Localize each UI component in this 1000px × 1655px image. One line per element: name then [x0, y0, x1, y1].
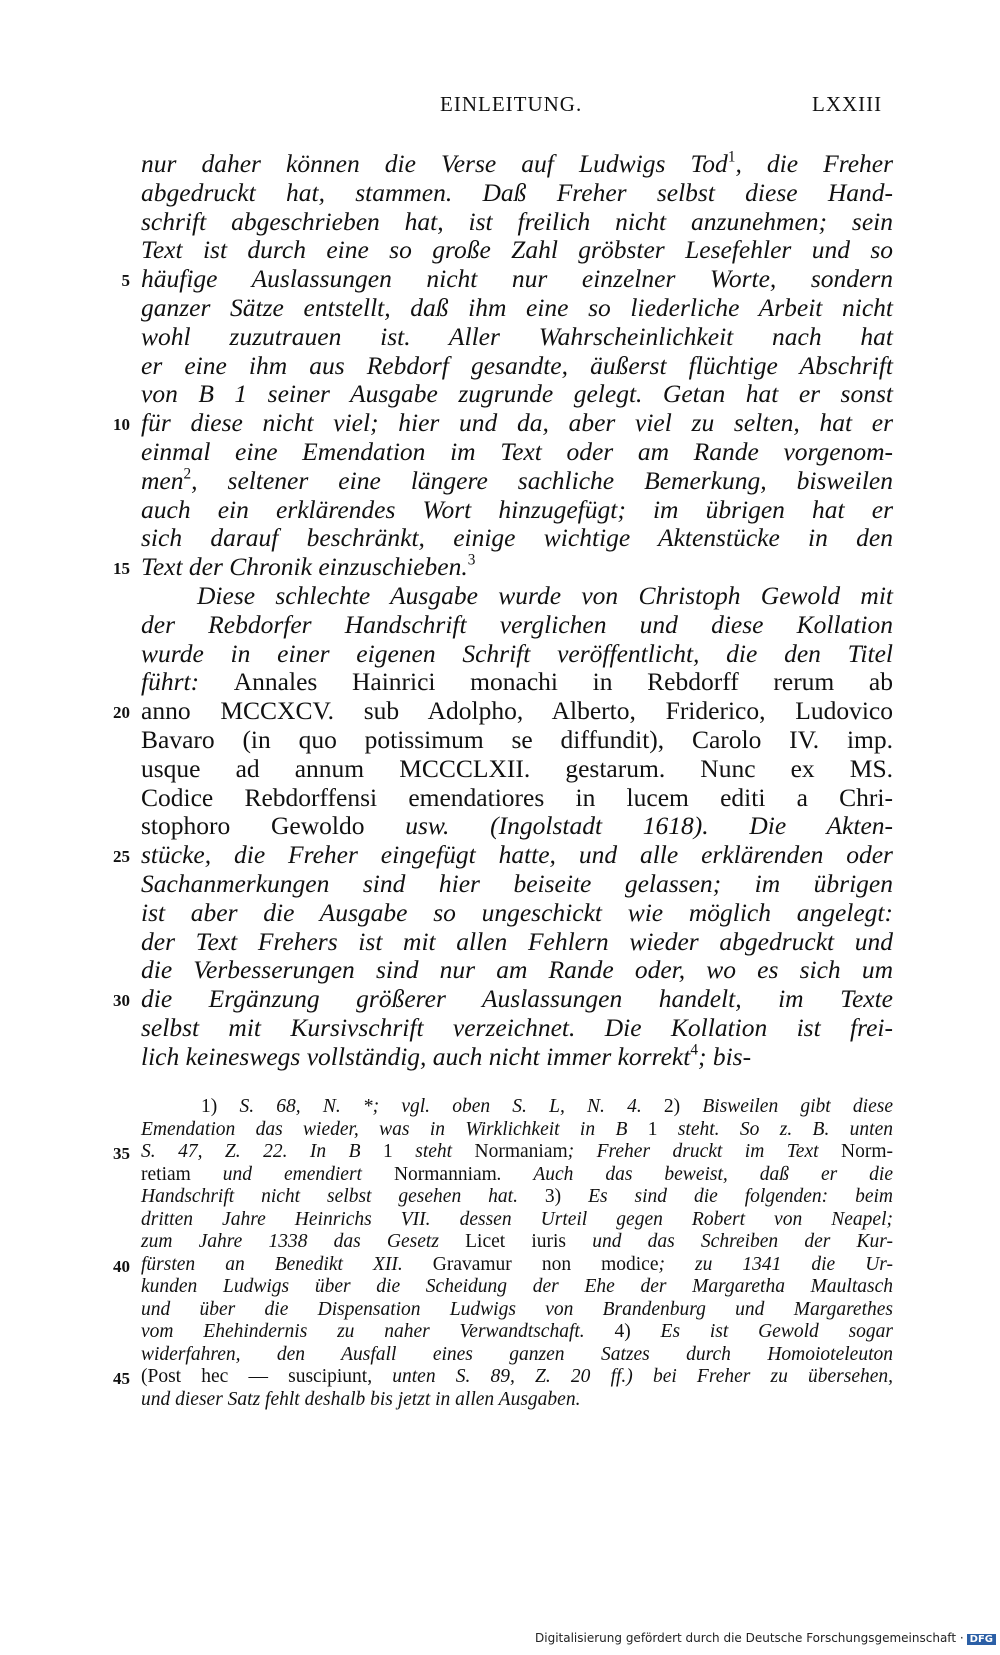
text-run: Codice Rebdorffensi emendatiores in lucem editi a Chri- — [141, 782, 893, 812]
line-number: 20 — [113, 703, 130, 723]
credit-text: Digitalisierung gefördert durch die Deutsche Forschungsgemeinschaft · — [535, 1631, 964, 1645]
text-run: und über die Dispensation Ludwigs von Brandenburg und Margarethes — [141, 1298, 893, 1320]
text-line — [141, 755, 893, 784]
text-run: 1) — [201, 1096, 240, 1117]
text-run: men — [141, 465, 184, 495]
text-line — [141, 553, 893, 582]
text-run: Diese schlechte Ausgabe wurde von Christoph Gewold mit — [197, 580, 893, 610]
text-line — [141, 668, 893, 697]
text-run: lich keineswegs vollständig, auch nicht immer korrekt — [141, 1041, 691, 1071]
text-run: Text der Chronik einzuschieben. — [141, 552, 468, 582]
line-number: 45 — [113, 1369, 130, 1388]
footnote-line — [141, 1186, 893, 1209]
text-run: S. 47, Z. 22. In — [141, 1141, 349, 1162]
text-run: 3) — [517, 1186, 589, 1207]
text-run: Handschrift nicht selbst gesehen hat. — [141, 1186, 518, 1207]
text-run: Es sind die folgenden: beim — [588, 1186, 893, 1207]
text-run: 1 — [627, 1118, 678, 1140]
text-run: fürsten an Benedikt XII. — [141, 1253, 433, 1275]
text-run: die Ergänzung größerer Auslassungen handelt, im Texte — [141, 984, 893, 1014]
footnote-line — [141, 1366, 893, 1389]
footnotes — [141, 1096, 893, 1411]
footnote-line — [141, 1299, 893, 1322]
text-run: B — [348, 1141, 361, 1162]
text-run: , die Freher — [735, 149, 893, 178]
line-number: 5 — [121, 271, 130, 291]
footnote-marker: 2 — [183, 465, 192, 483]
text-run: Sachanmerkungen sind hier beiseite gelassen; im übrigen — [141, 868, 893, 898]
text-run: ganzer Sätze entstellt, daß ihm eine so liederliche Arbeit nicht — [141, 292, 893, 322]
digitization-credit — [535, 1631, 996, 1645]
footnote-line — [141, 1344, 893, 1367]
text-line — [141, 496, 893, 525]
text-line — [141, 870, 893, 899]
text-run: (Post hec — suscipiunt, — [141, 1366, 393, 1387]
text-line — [141, 150, 893, 179]
text-line — [141, 928, 893, 957]
text-run: zum Jahre 1338 das Gesetz — [141, 1231, 466, 1252]
line-number: 15 — [113, 559, 130, 579]
dfg-logo: DFG — [967, 1634, 996, 1645]
text-run: usque ad annum MCCCLXII. gestarum. Nunc ex MS. — [141, 753, 893, 783]
text-run: führt: — [141, 667, 234, 697]
text-line — [141, 611, 893, 640]
text-run: Licet iuris — [465, 1231, 593, 1252]
text-line — [141, 726, 893, 755]
text-run: Bisweilen gibt diese — [702, 1096, 893, 1117]
text-run: schrift abgeschrieben hat, ist freilich nicht anzunehmen; sein — [141, 206, 893, 236]
text-run: steht — [415, 1141, 475, 1162]
footnote-line — [141, 1231, 893, 1254]
text-run: Normaniam — [474, 1141, 568, 1162]
line-number: 10 — [113, 415, 130, 435]
footnote-line — [141, 1389, 893, 1412]
text-line — [141, 812, 893, 841]
text-run: wohl zuzutrauen ist. Aller Wahrscheinlichkeit nach hat — [141, 321, 893, 351]
text-run: anno MCCXCV. sub Adolpho, Alberto, Friderico, Ludovico — [141, 696, 893, 726]
footnote-line — [141, 1096, 893, 1119]
footnote-marker: 3 — [467, 551, 476, 569]
line-number: 25 — [113, 847, 130, 867]
text-line — [141, 380, 893, 409]
footnote-line — [141, 1276, 893, 1299]
page-number: LXXIII — [812, 92, 883, 116]
text-line — [141, 179, 893, 208]
text-line — [141, 841, 893, 870]
footnote-marker: 1 — [727, 148, 736, 166]
text-line — [141, 985, 893, 1014]
main-text — [141, 150, 893, 1072]
text-run: er eine ihm aus Rebdorf gesandte, äußerst flüchtige Abschrift — [141, 350, 893, 380]
footnote-marker: 4 — [690, 1041, 698, 1058]
text-run: Emendation das wieder, was in Wirklichkeit in — [141, 1118, 616, 1140]
text-run: . Auch das beweist, daß er die — [496, 1163, 893, 1185]
text-line — [141, 524, 893, 553]
text-run: stücke, die Freher eingefügt hatte, und alle erklärenden oder — [141, 840, 893, 870]
text-run: ; Freher druckt im Text — [567, 1141, 841, 1162]
text-run: Es ist Gewold sogar — [660, 1321, 893, 1342]
line-number: 30 — [113, 991, 130, 1011]
text-run: Normanniam — [393, 1163, 497, 1185]
text-line — [141, 236, 893, 265]
text-run: ; bis- — [697, 1041, 752, 1071]
text-run: ist aber die Ausgabe so ungeschickt wie möglich angelegt: — [141, 897, 893, 927]
text-run: B — [615, 1118, 628, 1140]
text-run: 4) — [584, 1321, 661, 1342]
text-line — [141, 438, 893, 467]
text-run: kunden Ludwigs über die Scheidung der Ehe der Margaretha Maultasch — [141, 1276, 893, 1297]
text-line — [141, 1014, 893, 1043]
text-line — [141, 323, 893, 352]
footnote-line — [141, 1119, 893, 1142]
footnote-line — [141, 1254, 893, 1277]
text-run: unten S. 89, Z. 20 ff.) — [392, 1366, 653, 1387]
text-run: sich darauf beschränkt, einige wichtige Aktenstücke in den — [141, 523, 893, 553]
text-run: Gravamur non modice — [432, 1253, 659, 1275]
text-line — [141, 784, 893, 813]
text-line — [141, 265, 893, 294]
text-line — [141, 956, 893, 985]
text-run: vom Ehehindernis zu naher Verwandtschaft. — [141, 1321, 585, 1342]
text-run: und dieser Satz fehlt deshalb bis jetzt in allen Ausgaben. — [141, 1388, 581, 1410]
text-run: für diese nicht viel; hier und da, aber viel zu selten, hat er — [141, 408, 893, 438]
text-run: abgedruckt hat, stammen. Daß Freher selbst diese Hand- — [141, 177, 893, 207]
footnote-line — [141, 1321, 893, 1344]
footnote-line — [141, 1141, 893, 1164]
text-run: auch ein erklärendes Wort hinzugefügt; im übrigen hat er — [141, 494, 893, 524]
text-run: usw. (Ingolstadt 1618). Die Akten- — [405, 811, 894, 841]
line-number: 35 — [113, 1144, 130, 1163]
text-run: Text ist durch eine so große Zahl gröbster Lesefehler und so — [141, 235, 893, 265]
text-run: der Text Frehers ist mit allen Fehlern wieder abgedruckt und — [141, 926, 893, 956]
text-run: , seltener eine längere sachliche Bemerkung, bisweilen — [191, 465, 893, 495]
text-line — [141, 208, 893, 237]
text-run: retiam — [141, 1163, 223, 1185]
text-run: nur daher können die Verse auf Ludwigs Tod — [141, 149, 728, 178]
text-run: ; zu 1341 die Ur- — [658, 1253, 893, 1275]
text-run: widerfahren, den Ausfall eines ganzen Satzes durch Homoioteleuton — [141, 1343, 893, 1365]
text-line — [141, 352, 893, 381]
footnote-line — [141, 1164, 893, 1187]
text-run: bei Freher zu übersehen, — [652, 1366, 894, 1387]
footnote-line — [141, 1209, 893, 1232]
text-line — [141, 409, 893, 438]
text-run: stophoro Gewoldo — [141, 811, 406, 841]
text-line — [141, 697, 893, 726]
text-line — [141, 294, 893, 323]
text-line — [141, 467, 893, 496]
text-run: Norm- — [841, 1141, 893, 1162]
text-run: von B 1 seiner Ausgabe zugrunde gelegt. Getan hat er sonst — [141, 379, 893, 409]
text-line — [141, 1043, 893, 1072]
text-run: Annales Hainrici monachi in Rebdorff rerum ab — [233, 667, 893, 697]
text-run: häufige Auslassungen nicht nur einzelner Worte, sondern — [141, 264, 893, 294]
text-line — [141, 899, 893, 928]
text-run: wurde in einer eigenen Schrift veröffentlicht, die den Titel — [141, 638, 893, 668]
text-run: 1 — [360, 1141, 416, 1162]
text-line — [141, 582, 893, 611]
text-run: dritten Jahre Heinrichs VII. dessen Urteil gegen Robert von Neapel; — [141, 1208, 893, 1230]
text-run: selbst mit Kursivschrift verzeichnet. Die Kollation ist frei- — [141, 1012, 893, 1042]
text-run: S. 68, N. *; vgl. oben S. L, N. 4. — [239, 1096, 642, 1117]
text-line — [141, 640, 893, 669]
text-run: und emendiert — [222, 1163, 394, 1185]
text-run: 2) — [641, 1096, 703, 1117]
text-run: der Rebdorfer Handschrift verglichen und diese Kollation — [141, 609, 893, 639]
line-number: 40 — [113, 1256, 130, 1276]
text-run: steht. So z. B. unten — [677, 1118, 893, 1140]
text-run: und das Schreiben der Kur- — [592, 1231, 893, 1252]
running-header — [0, 92, 1000, 122]
text-run: einmal eine Emendation im Text oder am Rande vorgenom- — [141, 436, 893, 466]
text-run: die Verbesserungen sind nur am Rande oder, wo es sich um — [141, 955, 893, 985]
text-run: Bavaro (in quo potissimum se diffundit), Carolo IV. imp. — [141, 724, 893, 754]
running-title: EINLEITUNG. — [440, 92, 583, 116]
